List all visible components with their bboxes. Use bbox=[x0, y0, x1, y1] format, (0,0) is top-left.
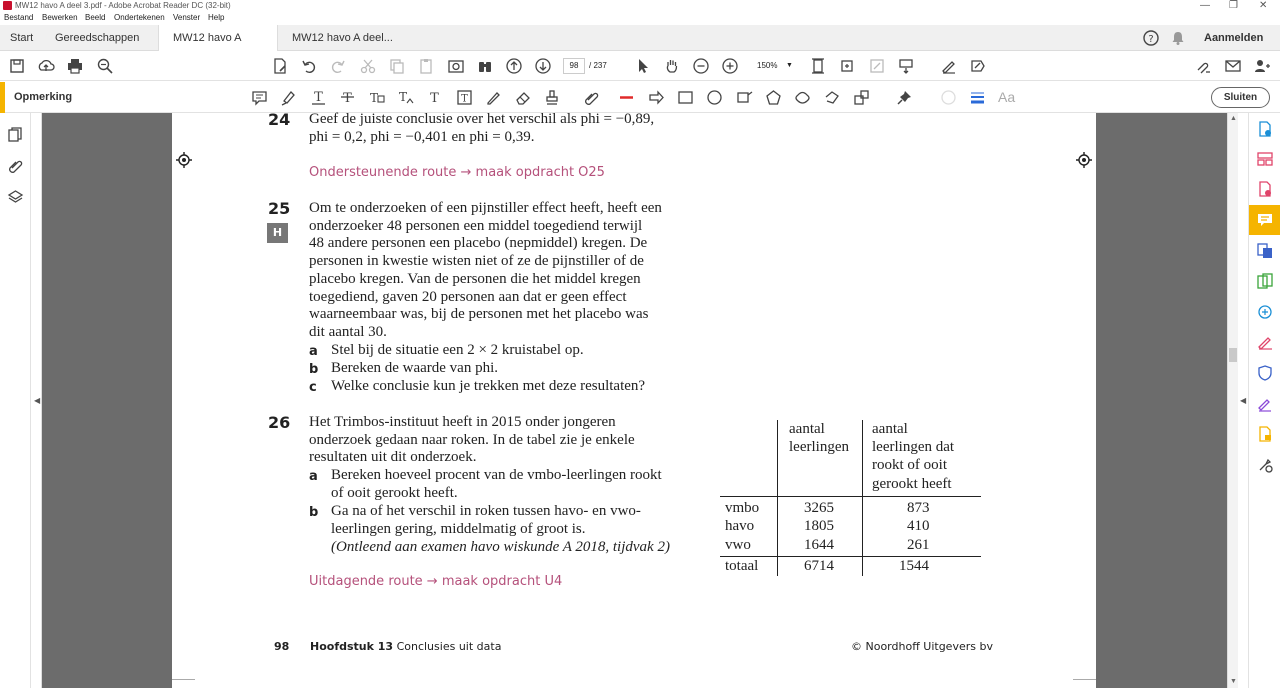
insert-text-icon[interactable] bbox=[397, 89, 414, 106]
table-cell: 3265 bbox=[804, 500, 834, 516]
page-total: / 237 bbox=[589, 61, 607, 70]
copy-icon[interactable] bbox=[388, 57, 406, 75]
menu-ondertekenen[interactable]: Ondertekenen bbox=[114, 13, 165, 22]
question-text: Geef de juiste conclusie over het verschil als phi = −0,89, bbox=[309, 111, 655, 127]
question-text: dit aantal 30. bbox=[309, 324, 387, 340]
crosshair-target-icon bbox=[176, 152, 192, 168]
layers-icon[interactable] bbox=[7, 189, 24, 206]
request-signature-icon[interactable] bbox=[1257, 396, 1273, 412]
sign-icon[interactable] bbox=[940, 57, 958, 75]
right-tools-rail bbox=[1248, 113, 1280, 688]
question-text: onderzoeker 48 personen een middel toegediend terwijl bbox=[309, 218, 643, 234]
text-callout-icon[interactable] bbox=[736, 89, 753, 106]
question-number: 24 bbox=[268, 110, 291, 129]
table-divider bbox=[777, 420, 778, 576]
window-title: MW12 havo A deel 3.pdf - Adobe Acrobat Reader DC (32-bit) bbox=[15, 1, 231, 10]
rotate-view-icon[interactable] bbox=[838, 57, 856, 75]
subquestion-text: Bereken de waarde van phi. bbox=[331, 360, 499, 376]
cloud-tool-icon[interactable] bbox=[794, 89, 811, 106]
table-header: aantal bbox=[789, 421, 825, 437]
full-screen-icon[interactable] bbox=[868, 57, 886, 75]
redo-icon[interactable] bbox=[329, 57, 347, 75]
chapter-title: Conclusies uit data bbox=[393, 640, 502, 653]
table-row-label: vmbo bbox=[725, 500, 760, 516]
menu-bewerken[interactable]: Bewerken bbox=[42, 13, 78, 22]
tab-tools[interactable]: Gereedschappen bbox=[55, 32, 140, 44]
table-cell: 410 bbox=[907, 518, 930, 534]
comment-toolbar bbox=[0, 82, 1280, 113]
email-icon[interactable] bbox=[1224, 57, 1242, 75]
table-total-cell: 1544 bbox=[899, 558, 929, 574]
polygon-tool-icon[interactable] bbox=[765, 89, 782, 106]
support-route-link: Ondersteunende route → maak opdracht O25 bbox=[309, 165, 605, 180]
table-divider bbox=[720, 496, 981, 497]
fill-sign-icon[interactable] bbox=[969, 57, 987, 75]
svg-text:T: T bbox=[369, 91, 379, 105]
eraser-icon[interactable] bbox=[514, 89, 531, 106]
table-row-label: havo bbox=[725, 518, 755, 534]
binoculars-icon[interactable] bbox=[476, 57, 494, 75]
page-thumbnails-icon[interactable] bbox=[7, 126, 24, 143]
scrollbar-thumb[interactable] bbox=[1229, 348, 1237, 362]
subquestion-letter: c bbox=[309, 380, 317, 395]
menu-venster[interactable]: Venster bbox=[173, 13, 201, 22]
zoom-in-icon[interactable] bbox=[721, 57, 739, 75]
table-cell: 1644 bbox=[804, 537, 834, 553]
challenge-route-link: Uitdagende route → maak opdracht U4 bbox=[309, 574, 563, 589]
replace-text-icon[interactable] bbox=[368, 89, 385, 106]
vertical-scrollbar[interactable] bbox=[1227, 113, 1238, 688]
tab-document-label: MW12 havo A bbox=[173, 32, 241, 44]
svg-text:T: T bbox=[314, 90, 323, 105]
previous-page-icon[interactable] bbox=[505, 57, 523, 75]
svg-text:T: T bbox=[343, 91, 352, 106]
table-header: gerookt heeft bbox=[872, 476, 952, 492]
tab-bar bbox=[0, 25, 1280, 51]
chevron-down-icon: ▼ bbox=[786, 62, 793, 69]
table-cell: 873 bbox=[907, 500, 930, 516]
fill-and-sign-icon[interactable] bbox=[1257, 334, 1273, 350]
select-cursor-icon[interactable] bbox=[634, 57, 652, 75]
minimize-button[interactable]: — bbox=[1200, 0, 1210, 11]
chevron-left-icon: ◀ bbox=[34, 396, 41, 405]
polygon-line-icon[interactable] bbox=[823, 89, 840, 106]
subquestion-letter: a bbox=[309, 469, 318, 484]
page-number: 98 bbox=[274, 640, 290, 653]
page-number-input[interactable]: 98 bbox=[563, 58, 585, 74]
close-window-button[interactable]: ✕ bbox=[1259, 0, 1268, 11]
pencil-draw-icon[interactable] bbox=[485, 89, 502, 106]
comment-accent-bar bbox=[0, 82, 5, 113]
question-text: onderzoek gedaan naar roken. In de tabel zie je enkele bbox=[309, 432, 635, 448]
question-text: 48 andere personen een placebo (nepmiddel) kregen. De bbox=[309, 235, 648, 251]
maximize-button[interactable]: ❐ bbox=[1229, 0, 1238, 11]
subquestion-letter: b bbox=[309, 362, 319, 377]
print-icon[interactable] bbox=[66, 57, 84, 75]
table-total-cell: 6714 bbox=[804, 558, 834, 574]
comment-tool-label: Opmerking bbox=[14, 91, 73, 103]
title-bar bbox=[0, 0, 1280, 12]
text-box-icon[interactable] bbox=[456, 89, 473, 106]
attach-sign-icon[interactable] bbox=[1194, 57, 1212, 75]
more-tools-icon[interactable] bbox=[1257, 457, 1273, 473]
close-comment-button[interactable]: Sluiten bbox=[1211, 87, 1270, 108]
question-text: toegediend, gaven 20 personen aan dat er geen effect bbox=[309, 289, 627, 305]
menu-bar bbox=[0, 12, 1280, 25]
snapshot-icon[interactable] bbox=[447, 57, 465, 75]
subquestion-text: Stel bij de situatie een 2 × 2 kruistabel op. bbox=[331, 342, 584, 358]
subquestion-text: of ooit gerookt heeft. bbox=[331, 485, 458, 501]
table-header: rookt of ooit bbox=[872, 457, 947, 473]
rectangle-tool-icon[interactable] bbox=[677, 89, 694, 106]
send-comments-icon[interactable] bbox=[1257, 426, 1273, 442]
question-number: 25 bbox=[268, 199, 291, 218]
next-page-icon[interactable] bbox=[534, 57, 552, 75]
difficulty-badge: H bbox=[267, 223, 288, 243]
subquestion-text: Bereken hoeveel procent van de vmbo-leerlingen rookt bbox=[331, 467, 662, 483]
question-number: 26 bbox=[268, 413, 291, 432]
crosshair-target-icon bbox=[1076, 152, 1092, 168]
zoom-level-value: 150% bbox=[757, 61, 778, 70]
page-edge-mark bbox=[1073, 679, 1096, 680]
tab-document-active[interactable] bbox=[158, 25, 278, 51]
menu-bestand[interactable]: Bestand bbox=[4, 13, 34, 22]
zoom-out-icon[interactable] bbox=[692, 57, 710, 75]
undo-icon[interactable] bbox=[300, 57, 318, 75]
question-text: Om te onderzoeken of een pijnstiller effect heeft, heeft een bbox=[309, 200, 662, 216]
paste-icon[interactable] bbox=[417, 57, 435, 75]
export-pdf-icon[interactable] bbox=[1257, 181, 1273, 197]
table-cell: 261 bbox=[907, 537, 930, 553]
copyright-notice: © Noordhoff Uitgevers bv bbox=[851, 640, 993, 653]
chapter-number: Hoofdstuk 13 bbox=[310, 640, 394, 653]
upload-cloud-icon[interactable] bbox=[37, 57, 55, 75]
scroll-up-icon[interactable]: ▲ bbox=[1230, 115, 1237, 122]
combine-files-icon[interactable] bbox=[1257, 243, 1273, 259]
table-cell: 1805 bbox=[804, 518, 834, 534]
table-divider bbox=[720, 556, 981, 557]
question-text: Het Trimbos-instituut heeft in 2015 onder jongeren bbox=[309, 414, 616, 430]
subquestion-letter: b bbox=[309, 505, 319, 520]
shapes-tool-icon[interactable] bbox=[853, 89, 870, 106]
protect-shield-icon[interactable] bbox=[1257, 365, 1273, 381]
table-header: leerlingen bbox=[789, 439, 849, 455]
table-header: leerlingen dat bbox=[872, 439, 955, 455]
tab-document-2[interactable]: MW12 havo A deel... bbox=[292, 32, 393, 44]
source-citation: (Ontleend aan examen havo wiskunde A 2018, tijdvak 2) bbox=[331, 539, 670, 555]
line-tool-icon[interactable] bbox=[618, 89, 635, 106]
left-navigation-rail bbox=[0, 113, 31, 688]
tab-start[interactable]: Start bbox=[10, 32, 34, 44]
highlight-pen-icon[interactable] bbox=[280, 89, 297, 106]
add-text-icon[interactable] bbox=[426, 89, 443, 106]
save-icon[interactable] bbox=[8, 57, 26, 75]
attach-file-icon[interactable] bbox=[583, 89, 600, 106]
svg-text:T: T bbox=[461, 93, 468, 105]
table-header: aantal bbox=[872, 421, 908, 437]
notification-bell-icon[interactable] bbox=[1169, 29, 1187, 47]
scroll-mode-icon[interactable] bbox=[897, 57, 915, 75]
svg-text:T: T bbox=[398, 90, 408, 104]
subquestion-letter: a bbox=[309, 344, 318, 359]
table-divider bbox=[862, 420, 863, 576]
table-row-label: vwo bbox=[725, 537, 751, 553]
create-pdf-icon[interactable] bbox=[1257, 121, 1273, 137]
question-text: phi = 0,2, phi = −0,401 en phi = 0,39. bbox=[309, 129, 535, 145]
help-icon[interactable] bbox=[1142, 29, 1160, 47]
question-text: placebo kregen. Van de personen die het middel kregen bbox=[309, 271, 641, 287]
main-toolbar bbox=[0, 51, 1280, 81]
arrow-tool-icon[interactable] bbox=[648, 89, 665, 106]
zoom-level-select[interactable] bbox=[748, 58, 798, 74]
sign-in-button[interactable]: Aanmelden bbox=[1204, 32, 1264, 44]
enhance-scan-icon[interactable] bbox=[1257, 304, 1273, 320]
svg-text:T: T bbox=[430, 91, 439, 106]
strikethrough-text-icon[interactable] bbox=[339, 89, 356, 106]
scroll-down-icon[interactable]: ▼ bbox=[1230, 678, 1237, 685]
cut-icon[interactable] bbox=[359, 57, 377, 75]
menu-beeld[interactable]: Beeld bbox=[85, 13, 106, 22]
chapter-footer bbox=[310, 640, 501, 653]
comment-tool-icon[interactable] bbox=[1257, 212, 1273, 228]
oval-tool-icon[interactable] bbox=[706, 89, 723, 106]
question-text: personen in kwestie wisten niet of ze de pijnstiller of de bbox=[309, 253, 644, 269]
question-text: resultaten uit dit onderzoek. bbox=[309, 449, 477, 465]
color-picker-icon[interactable] bbox=[940, 89, 957, 106]
right-panel-toggle[interactable] bbox=[1238, 113, 1248, 688]
edit-pdf-icon[interactable] bbox=[271, 57, 289, 75]
menu-help[interactable]: Help bbox=[208, 13, 225, 22]
acrobat-logo-icon bbox=[3, 1, 12, 10]
page-edge-mark bbox=[172, 679, 195, 680]
chevron-left-icon: ◀ bbox=[1240, 396, 1247, 405]
left-panel-toggle[interactable] bbox=[31, 113, 42, 688]
subquestion-text: leerlingen gering, middelmatig of groot is. bbox=[331, 521, 586, 537]
sticky-note-icon[interactable] bbox=[251, 89, 268, 106]
line-width-icon[interactable] bbox=[969, 89, 986, 106]
subquestion-text: Ga na of het verschil in roken tussen havo- en vwo- bbox=[331, 503, 641, 519]
table-total-label: totaal bbox=[725, 558, 759, 574]
attachments-icon[interactable] bbox=[7, 157, 24, 174]
organize-pages-icon[interactable] bbox=[1257, 151, 1273, 167]
subquestion-text: Welke conclusie kun je trekken met deze resultaten? bbox=[331, 378, 646, 394]
underline-text-icon[interactable] bbox=[310, 89, 327, 106]
pin-icon[interactable] bbox=[896, 89, 913, 106]
question-text: waarneembaar was, bij de personen met het placebo was bbox=[309, 306, 649, 322]
stamp-icon[interactable] bbox=[544, 89, 561, 106]
fit-page-icon[interactable] bbox=[809, 57, 827, 75]
share-user-icon[interactable] bbox=[1253, 57, 1271, 75]
search-zoom-icon[interactable] bbox=[96, 57, 114, 75]
hand-tool-icon[interactable] bbox=[663, 57, 681, 75]
edit-pdf-tool-icon[interactable] bbox=[1257, 273, 1273, 289]
font-size-tool[interactable]: Aa bbox=[998, 89, 1016, 105]
svg-text:?: ? bbox=[1148, 34, 1154, 45]
